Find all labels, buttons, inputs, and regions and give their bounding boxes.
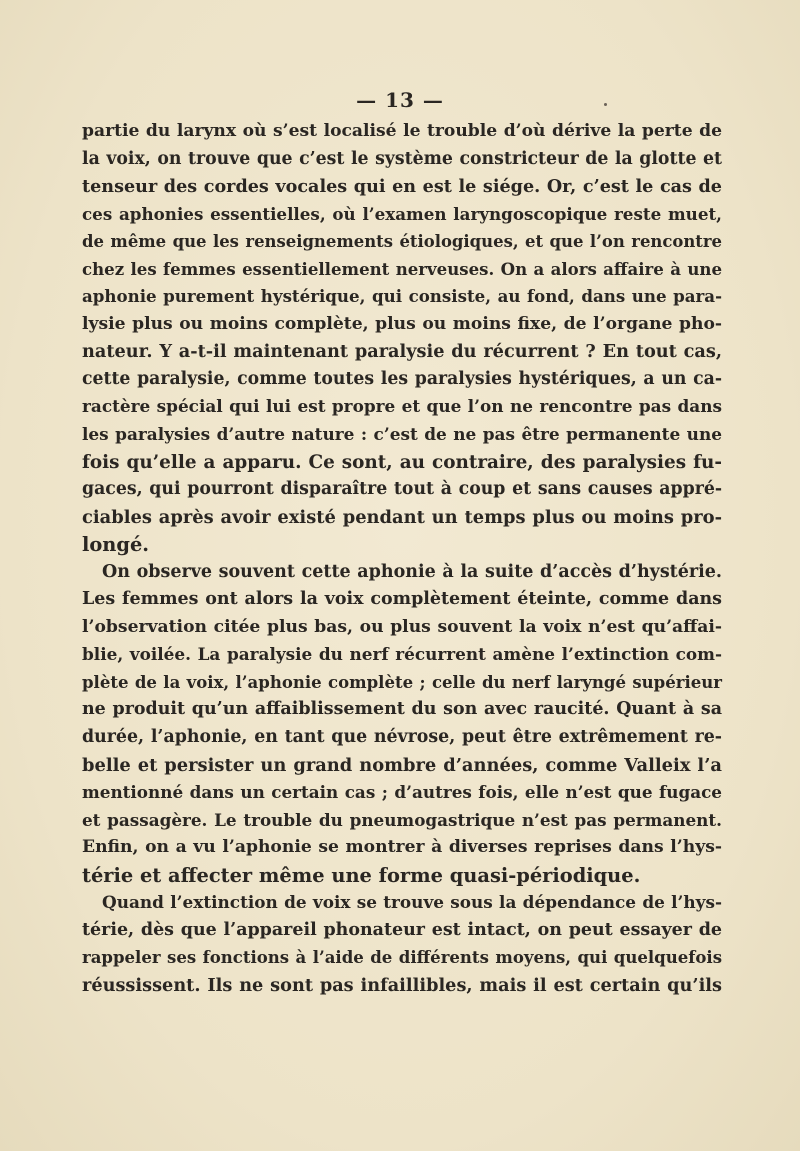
text-line: mentionné dans un certain cas ; d’autres fois, elle n’est que fugace	[82, 782, 722, 803]
text-line: fois qu’elle a apparu. Ce sont, au contraire, des paralysies fu-	[82, 451, 722, 473]
text-line: partie du larynx où s’est localisé le trouble d’où dérive la perte de	[82, 121, 722, 141]
text-line: gaces, qui pourront disparaître tout à coup et sans causes appré-	[82, 479, 722, 500]
text-line: tenseur des cordes vocales qui en est le siége. Or, c’est le cas de	[82, 176, 722, 198]
text-line: térie, dès que l’appareil phonateur est intact, on peut essayer de	[82, 919, 722, 940]
text-line: lysie plus ou moins complète, plus ou moins fixe, de l’organe pho-	[82, 313, 722, 334]
text-line: plète de la voix, l’aphonie complète ; celle du nerf laryngé supérieur	[82, 671, 722, 692]
page-number: — 13 —	[356, 88, 444, 112]
text-line: térie et affecter même une forme quasi-périodique.	[82, 863, 641, 887]
text-line: Les femmes ont alors la voix complètement éteinte, comme dans	[82, 589, 722, 610]
text-line: les paralysies d’autre nature : c’est de ne pas être permanente une	[82, 424, 722, 445]
text-line: durée, l’aphonie, en tant que névrose, peut être extrêmement re-	[82, 727, 722, 748]
text-line: chez les femmes essentiellement nerveuses. On a alors affaire à une	[82, 258, 722, 279]
text-line: On observe souvent cette aphonie à la suite d’accès d’hystérie.	[102, 561, 722, 582]
text-line: et passagère. Le trouble du pneumogastrique n’est pas permanent.	[82, 809, 722, 830]
text-line: cette paralysie, comme toutes les paralysies hystériques, a un ca-	[82, 368, 722, 389]
print-speck	[604, 103, 607, 106]
text-line: aphonie purement hystérique, qui consiste, au fond, dans une para-	[82, 286, 722, 307]
text-line: rappeler ses fonctions à l’aide de différents moyens, qui quelquefois	[82, 947, 722, 968]
text-line: ne produit qu’un affaiblissement du son avec raucité. Quant à sa	[82, 699, 722, 720]
text-line: réussissent. Ils ne sont pas infaillibles, mais il est certain qu’ils	[82, 974, 722, 996]
text-line: l’observation citée plus bas, ou plus souvent la voix n’est qu’affai-	[82, 616, 722, 637]
text-line: la voix, on trouve que c’est le système constricteur de la glotte et	[82, 148, 722, 169]
text-line: de même que les renseignements étiologiques, et que l’on rencontre	[82, 232, 722, 252]
text-line: longé.	[82, 533, 150, 557]
text-line: Quand l’extinction de voix se trouve sous la dépendance de l’hys-	[102, 892, 722, 913]
text-line: ciables après avoir existé pendant un temps plus ou moins pro-	[82, 506, 722, 528]
text-line: nateur. Y a-t-il maintenant paralysie du récurrent ? En tout cas,	[82, 341, 722, 363]
body-text	[82, 118, 722, 1000]
text-line: ractère spécial qui lui est propre et que l’on ne rencontre pas dans	[82, 396, 722, 417]
text-line: Enfin, on a vu l’aphonie se montrer à diverses reprises dans l’hys-	[82, 837, 722, 858]
text-line: blie, voilée. La paralysie du nerf récurrent amène l’extinction com-	[82, 644, 722, 665]
text-line: belle et persister un grand nombre d’années, comme Valleix l’a	[82, 754, 722, 776]
text-line: ces aphonies essentielles, où l’examen laryngoscopique reste muet,	[82, 203, 722, 224]
